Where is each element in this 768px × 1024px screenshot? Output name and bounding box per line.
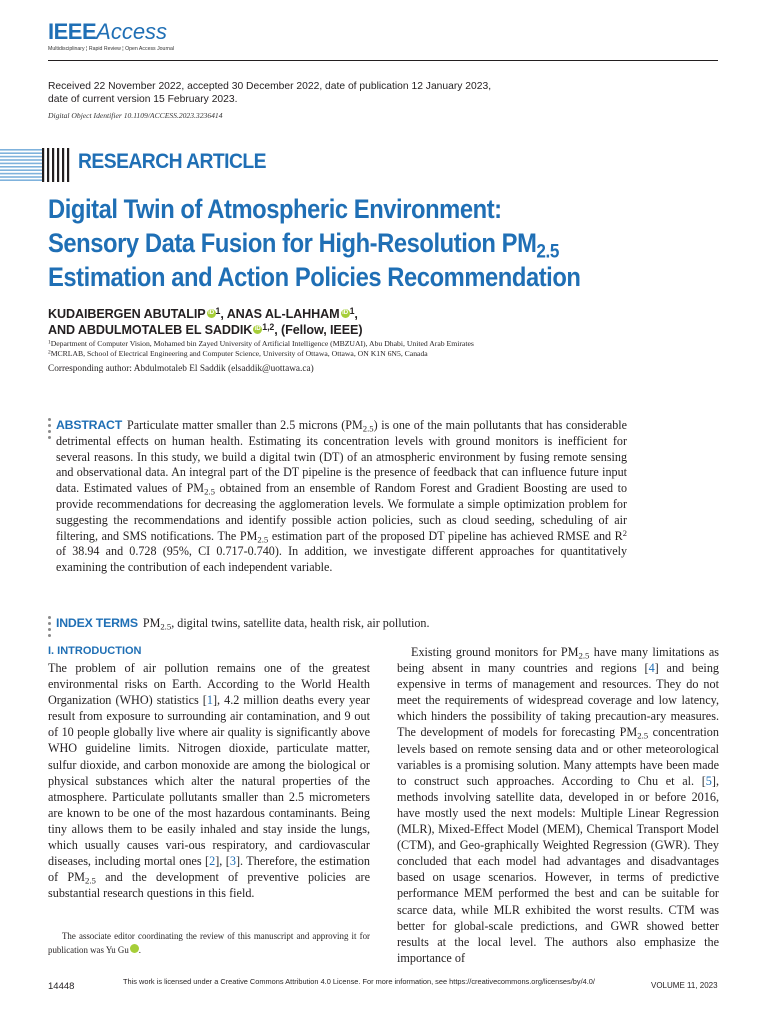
orcid-icon[interactable]: iD (342, 310, 348, 316)
orcid-icon[interactable]: iD (208, 310, 214, 316)
author-2: ANAS AL-LAHHAM (226, 307, 340, 321)
journal-logo (48, 20, 167, 44)
body-column-right: Existing ground monitors for $PM_{2.5}$ have many limitations as being absent in many countries and regions [4] and being expensive in terms of management and resources. They do not meet the requirements of widespread coverage and low latency, which hinders the possibility of taking precaution-ary measures. The development of models for forecasting $PM_{2.5}$ concentration levels based on remote sensing data and or other meteorological variables is a promising solution. Many attempts have been made to construct such approaches. According to Chu et al. [5], methods involving satellite data, developed in or before 2016, have mostly used the next models: Multiple Linear Regression (MLR), Mixed-Effect Model (MEM), Chemical Transport Model (CTM), and Geo-graphically Weighted Regression (GWR). They concluded that each model had advantages and disadvantages based on usage scenarios. However, in terms of predictive performance MEM performed the best and can be suitable for scarce data, while MLR exhibited the worst results. CTM was better for global-scale predictions, and GWR showed better results at the local level. The authors also emphasize the importance of (397, 645, 720, 965)
citation-link[interactable]: 3 (229, 854, 236, 869)
received-dates (48, 81, 648, 106)
author-2-affil: 1 (349, 306, 355, 317)
title-line-2 (48, 226, 655, 263)
author-line-1: KUDAIBERGEN ABUTALIP iD $^1$, ANAS AL-LAHHAM iD $^1$, (48, 306, 358, 321)
affiliation-2 (48, 349, 728, 359)
logo-access: Access (96, 19, 168, 44)
paper-title (48, 192, 655, 294)
section-heading: I. INTRODUCTION (48, 645, 142, 657)
volume-info: VOLUME 11, 2023 (651, 981, 718, 990)
author-list (48, 306, 362, 338)
page-number: 14448 (48, 981, 75, 992)
author-1: KUDAIBERGEN ABUTALIP (48, 307, 206, 321)
title-line-2-text: Sensory Data Fusion for High-Resolution PM (48, 228, 537, 258)
abstract-label: ABSTRACT (56, 418, 123, 432)
received-line-1: Received 22 November 2022, accepted 30 December 2022, date of publication 12 January 2023, (48, 81, 492, 92)
orcid-icon[interactable]: iD (130, 944, 139, 953)
citation-link[interactable]: 4 (648, 661, 655, 676)
corresponding-author: Corresponding author: Abdulmotaleb El Saddik (elsaddik@uottawa.ca) (48, 364, 314, 374)
citation-link[interactable]: 1 (206, 693, 213, 708)
index-terms: INDEX TERMS $PM_{2.5}$, digital twins, satellite data, health risk, air pollution. (56, 616, 430, 632)
dots-decoration-icon (48, 616, 51, 640)
body-column-left: The problem of air pollution remains one of the greatest environmental risks on Earth. According to the World Health Organization (WHO) statistics [1], 4.2 million deaths every year result from exposure to surrounding air contamination, and 9 out of 10 people globally live where air quality is significantly above WHO guideline limits. Nitrogen dioxide, particulate matter, sulfur dioxide, and carbon monoxide are among the biological or physical substances which alter the natural properties of the atmosphere. Particulate pollutants smaller than 2.5 micrometers are known to be one of the most hazardous contaminants. Being tiny allows them to be easily inhaled and stay inside the lungs, which usually causes vari-ous respiratory, and cardiovascular diseases, including mortal ones [2], [3]. Therefore, the estimation of $PM_{2.5}$ and the development of preventive policies are substantial research questions in this field. (48, 661, 370, 901)
journal-tagline: Multidisciplinary ¦ Rapid Review ¦ Open Access Journal (48, 46, 175, 52)
affiliation-text: MCRLAB, School of Electrical Engineering and Computer Science, University of Ottawa, Ottawa, ON K1N 6N5, Canada (50, 349, 428, 359)
bars-decoration-icon (42, 148, 72, 182)
affiliation-number: 2 (48, 349, 51, 356)
author-line-2 (48, 322, 362, 338)
index-terms-label: INDEX TERMS (56, 616, 138, 630)
title-line-3: Estimation and Action Policies Recommendation (48, 262, 581, 292)
title-subscript: 2.5 (536, 240, 559, 263)
orcid-icon[interactable]: iD (254, 326, 261, 332)
doi: Digital Object Identifier 10.1109/ACCESS.2023.3236414 (48, 111, 223, 120)
affiliation-text: Department of Computer Vision, Mohamed bin Zayed University of Artificial Intelligence (MBZUAI), Abu Dhabi, United Arab Emirates (50, 339, 474, 348)
abstract: ABSTRACT Particulate matter smaller than 2.5 microns $(PM_{2.5})$ is one of the main pollutants that has considerable detrimental effects on human health. Estimating its concentration levels with ground monitors is inefficient for several reasons. In this study, we build a digital twin (DT) of an atmospheric environment by fusing remote sensing and observational data. An integral part of the DT pipeline is the presence of feedback that can influence future input data. Estimated values of $PM_{2.5}$ obtained from an ensemble of Random Forest and Gradient Boosting are used to provide recommendations for decreasing the agglomeration levels. We formulate a simple optimization problem for suggesting the recommendations and identify possible action policies, such as cloud seeding, scheduling of air filtering, and SMS notifications. The $PM_{2.5}$ estimation part of the proposed DT pipeline has achieved RMSE and $R^2$ of 38.94 and 0.728 (95%, CI 0.717-0.740). In addition, we investigate different approaches for quantitatively examining the contribution of each independent variable. (56, 418, 628, 575)
affiliation-number: 1 (48, 339, 51, 346)
author-3-suffix: , (Fellow, IEEE) (274, 323, 363, 337)
logo-ieee: IEEE (48, 19, 97, 44)
affiliations (48, 339, 728, 359)
dots-decoration-icon (48, 418, 51, 442)
author-3-affil: 1,2 (262, 322, 275, 333)
citation-link[interactable]: 5 (705, 773, 712, 788)
author-3: AND ABDULMOTALEB EL SADDIK (48, 323, 253, 337)
citation-link[interactable]: 2 (209, 854, 216, 869)
stripes-decoration-icon (0, 149, 42, 181)
editor-footnote: The associate editor coordinating the review of this manuscript and approving it for publication was Yu Gu iD. (48, 931, 370, 956)
header-rule (48, 60, 718, 61)
article-type: RESEARCH ARTICLE (78, 150, 266, 173)
author-1-affil: 1 (215, 306, 221, 317)
license-notice[interactable]: This work is licensed under a Creative Commons Attribution 4.0 License. For more information, see https://creativecommons.org/licenses/by/4.0/ (123, 977, 595, 986)
received-line-2: date of current version 15 February 2023. (48, 93, 238, 105)
affiliation-1 (48, 339, 728, 349)
title-line-1: Digital Twin of Atmospheric Environment: (48, 194, 502, 224)
